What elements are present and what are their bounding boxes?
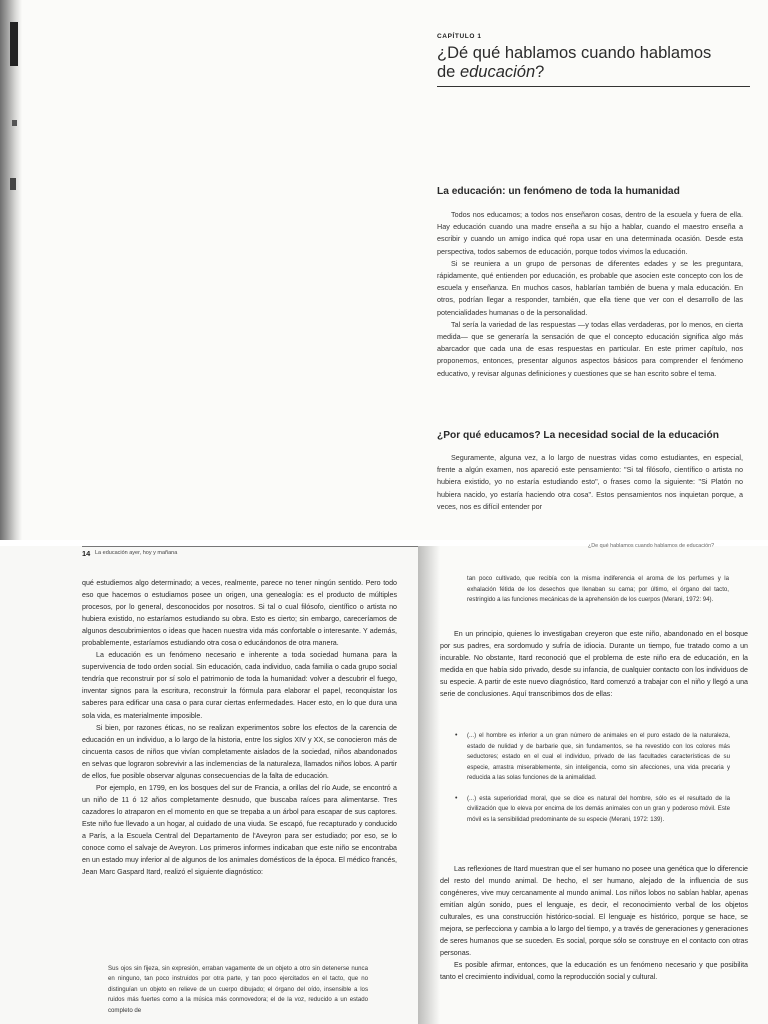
bullet-icon: •	[455, 794, 458, 802]
header-rule	[82, 546, 418, 547]
chapter-title-italic: educación	[459, 63, 536, 81]
page-number: 14	[82, 549, 91, 558]
quote-text: Sus ojos sin fijeza, sin expresión, erraban vagamente de un objeto a otro sin detenerse nunca en ninguno, tan poco instruidos por otra parte, y tan poco ejercitados en el tacto, que no distinguían un objeto en relieve de un cuerpo dibujado; el órgano del oído, insensible a los ruidos más fuertes como a la música más conmovedora; el de la voz, reducido a un estado completo de	[108, 965, 368, 1014]
section2-body	[437, 452, 743, 513]
section1-body	[437, 209, 743, 380]
list-item-text: (...) el hombre es inferior a un gran número de animales en el puro estado de la naturaleza, estado de nulidad y de barbarie que, sin fundamentos, se ha revestido con los colores más seductores; estado en el cual el individuo, privado de las facultades características de su especie, arrastra miserablemente, sin inteligencia, como sin afecciones, una vida precaria y reducida a las solas funciones de la animalidad.	[467, 732, 730, 781]
paragraph: Por ejemplo, en 1799, en los bosques del sur de Francia, a orillas del río Aude, se encontró a un niño de 11 ó 12 años completamente desnudo, que buscaba raíces para alimentarse. Tres cazadores lo atraparon en el momento en que se trepaba a un árbol para escapar de sus captores. Este niño fue llevado a un hogar, al cuidado de una viuda. Se escapó, fue recapturado y conducido a París, a la Escuela Central del Departamento de l'Aveyron para ser estudiado; por eso, se lo conoce como el salvaje de Aveyron. Los primeros informes indicaban que este niño se encontraba en un estado muy inferior al de algunos de los animales domésticos de la época. El médico francés, Jean Marc Gaspard Itard, realizó el siguiente diagnóstico:	[82, 783, 397, 877]
quote-bullet-list	[445, 731, 730, 825]
paragraph: La educación es un fenómeno necesario e inherente a toda sociedad humana para la supervivencia de todo orden social. Sin educación, cada individuo, cada familia o cada grupo social tendría que reconstruir por sí solo el patrimonio de toda la humanidad: volver a descubrir el fuego, inventar signos para la escritura, reconstruir la fórmula para elaborar el papel, reconquistar los saberes para edificar una casa o para curar ciertas enfermedades. Hacer esto, en lo que dura una sola vida, es materialmente imposible.	[82, 651, 397, 720]
paragraph: Si se reuniera a un grupo de personas de diferentes edades y se les preguntara, rápidamente, qué entienden por educación, es probable que asocien este concepto con los de escuela y enseñanza. En muchos casos, hablarían también de buena y mala educación. En otros, podrían llegar a responder, también, que ella tiene que ver con el desarrollo de las potencialidades humanas o de la personalidad.	[437, 258, 743, 317]
chapter-title-suffix: ?	[535, 63, 545, 81]
page-edge-shadow	[0, 0, 22, 540]
section-heading: La educación: un fenómeno de toda la humanidad	[437, 186, 680, 197]
binding-mark	[10, 178, 16, 190]
list-item	[445, 731, 730, 784]
running-head: ¿De qué hablamos cuando hablamos de educación?	[588, 543, 715, 549]
bullet-icon: •	[455, 732, 458, 739]
binding-mark	[12, 120, 17, 126]
binding-mark	[10, 22, 18, 66]
page-spine-shadow	[418, 546, 440, 1024]
section-heading: ¿Por qué educamos? La necesidad social de la educación	[437, 430, 719, 441]
paragraph: En un principio, quienes lo investigaban creyeron que este niño, abandonado en el bosque por sus padres, era sordomudo y sufría de idiocia. Durante un tiempo, fue tratado como a un incurable. No obstante, Itard reconoció que el problema de este niño era de educación, en la medida en que había sido privado, desde su infancia, de cualquier contacto con los individuos de su especie. A partir de este nuevo diagnóstico, Itard comenzó a trabajar con el niño y llegó a una serie de conclusiones. Aquí transcribimos dos de ellas:	[440, 630, 748, 699]
paragraph: Las reflexiones de Itard muestran que el ser humano no posee una genética que lo diferencie del resto del mundo animal. De hecho, el ser humano, alejado de la influencia de sus congéneres, vive muy cercanamente al mundo animal. Los niños lobos no sabían hablar, apenas emitían algún sonido, pues el lenguaje, es decir, el reconocimiento verbal de los objetos culturales, es una construcción histórico-social. El lenguaje es histórico, porque se hace, se mejora, se perfecciona y cambia a lo largo del tiempo, y a través de generaciones y generaciones de seres humanos que se suceden. Es social, porque sólo se construye en el contacto con otras personas.	[440, 865, 748, 958]
chapter-label: CAPÍTULO 1	[437, 33, 482, 40]
paragraph: Seguramente, alguna vez, a lo largo de nuestras vidas como estudiantes, en especial, frente a algún examen, nos apareció este pensamiento: "Si tal filósofo, científico o artista no hubiera existido, yo no estaría estudiando esto", o frases como la siguiente: "Si Platón no hubiera nacido, yo estaría haciendo otra cosa". Estos pensamientos nos inquietan porque, a veces, nos es difícil entender por	[437, 453, 743, 511]
chapter-title-line1: ¿Dé qué hablamos cuando hablamos	[437, 44, 712, 62]
running-head: La educación ayer, hoy y mañana	[95, 550, 178, 556]
block-quote-continuation	[467, 574, 729, 606]
list-item-text: (...) esta superioridad moral, que se dice es natural del hombre, sólo es el resultado de la civilización que lo eleva por encima de los demás animales con un gran y poderoso móvil. Este móvil es la sensibilidad predominante de su especie (Merani, 1972: 139).	[467, 794, 730, 823]
paragraph: Todos nos educamos; a todos nos enseñaron cosas, dentro de la escuela y fuera de ella. Hay educación cuando una madre enseña a su hijo a hablar, cuando el maestro enseña a escribir y cuando un amigo indica qué ropa usar en una determinada ocasión. Desde esta perspectiva, todos sabemos de educación, porque todos vivimos la educación.	[437, 210, 743, 256]
title-rule	[437, 86, 750, 87]
list-item	[445, 794, 730, 826]
paragraph: Tal sería la variedad de las respuestas —y todas ellas verdaderas, por lo menos, en cierta medida— que se generaría la sensación de que el concepto educación significa algo más abarcador que cada una de esas respuestas en particular. En este primer capítulo, nos proponemos, entonces, presentar algunos aspectos básicos para comprender el fenómeno educativo, y revisar algunas definiciones y cuestiones que se han escrito sobre el tema.	[437, 319, 743, 378]
paragraph: Si bien, por razones éticas, no se realizan experimentos sobre los efectos de la carencia de educación en un individuo, a lo largo de la historia, entre los siglos XIV y XX, se conocieron más de cincuenta casos de niños que vivían completamente aislados de la sociedad, niños abandonados en selvas que lograron sobrevivir a las inclemencias de la naturaleza, llamados niños lobos. A partir de ellos, fue posible observar algunas consecuencias de la falta de educación.	[82, 723, 397, 780]
bottom-right-body-1	[440, 628, 748, 700]
bottom-left-body	[82, 577, 397, 878]
block-quote	[108, 964, 368, 1016]
bottom-right-body-2	[440, 863, 748, 983]
chapter-title	[437, 44, 737, 82]
quote-text: tan poco cultivado, que recibía con la misma indiferencia el aroma de los perfumes y la exhalación fétida de los desechos que llenaban su cama; por último, el órgano del tacto, restringido a las funciones mecánicas de la aprehensión de los cuerpos (Merani, 1972: 94).	[467, 575, 729, 604]
paragraph: qué estudiemos algo determinado; a veces, realmente, parece no tener ningún sentido. Pero todo eso que hacemos o estudiamos posee un origen, una genealogía: es el producto de múltiples procesos, por lo general, desconocidos por nosotros. Si tal o cual filósofo, científico o artista no hubiera existido, no estaríamos estudiando su obra. Esto es cierto; sin embargo, careceríamos de algunos descubrimientos o ideas que hacen nuestra vida más confortable o interesante. Y además, probablemente, estaríamos estudiando otra cosa o educándonos de otra manera.	[82, 579, 397, 648]
paragraph: Es posible afirmar, entonces, que la educación es un fenómeno necesario y que posibilita tanto el crecimiento individual, como la reproducción social y cultural.	[440, 961, 748, 982]
chapter-title-prefix: de	[437, 63, 460, 81]
